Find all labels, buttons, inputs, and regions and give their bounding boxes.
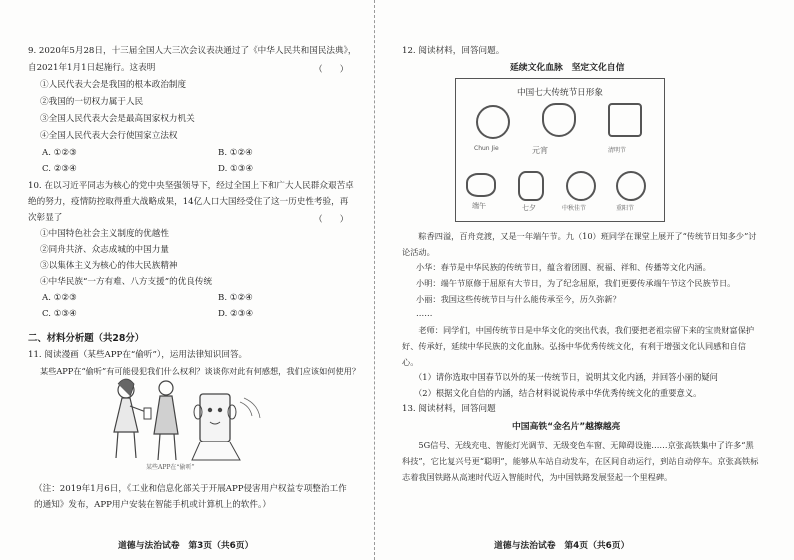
q9-item-3: ③全国人民代表大会是最高国家权力机关 (40, 114, 195, 124)
q13-paragraph: 5G信号、无线充电、智能灯光调节、无级变色车窗、无障碍设施……京张高铁集中了许多“黑科技”，它比复兴号更“聪明”，能够从车站自动发车，在区间自动运行，到站自动停车。京张高铁标志着我国铁路从高速时代迈入智能时代，为中国铁路发展竖起一个里程碑。 (402, 440, 759, 482)
mid-autumn-logo-icon (566, 171, 596, 201)
q9-item-4: ④全国人民代表大会行使国家立法权 (40, 131, 178, 141)
q13-title: 中国高铁“金名片”越擦越亮 (512, 422, 621, 432)
eavesdropping-cartoon (88, 372, 274, 468)
spring-festival-logo-icon (476, 105, 510, 139)
qixi-label: 七夕 (522, 204, 536, 212)
dragon-boat-logo-icon (466, 173, 496, 197)
q10-stem-line1: 10. 在以习近平同志为核心的党中央坚强领导下，经过全国上下和广大人民群众艰苦卓 (28, 181, 354, 191)
q9-stem-line1: 9. 2020年5月28日，十三届全国人大三次会议表决通过了《中华人民共和国民法典》， (28, 46, 357, 56)
lantern-festival-logo-icon (542, 103, 576, 137)
right-page-footer: 道德与法治试卷 第4页（共6页） (494, 541, 630, 551)
q13-stem: 13. 阅读材料，回答问题 (402, 404, 496, 414)
q12-stem: 12. 阅读材料，回答问题。 (402, 46, 505, 56)
q10-item-3: ③以集体主义为核心的伟大民族精神 (40, 261, 178, 271)
q9-option-b: B. ①②④ (218, 148, 253, 158)
qingming-label: 清明节 (608, 147, 627, 154)
right-page (402, 0, 764, 560)
dragon-boat-label: 端午 (472, 202, 486, 210)
q12-teacher: 老师：同学们，中国传统节日是中华文化的突出代表，我们要把老祖宗留下来的宝贵财富保护好、传承好，延续中华民族的文化血脉。弘扬中华优秀传统文化，有利于增强文化认同感和自信心。 (402, 325, 755, 367)
q12-xiaoli: 小丽：我国这些传统节日与什么能传承至今，历久弥新？ (416, 294, 621, 304)
q12-question-1: （1）请你选取中国春节以外的某一传统节日，说明其文化内涵，并回答小丽的疑问 (414, 372, 718, 382)
mid-autumn-label: 中秋佳节 (562, 205, 587, 212)
q10-stem-line3: 次彰显了 (28, 213, 63, 223)
q12-xiaohua: 小华：春节是中华民族的传统节日，蕴含着团圆、祝福、祥和、传播等文化内涵。 (416, 262, 711, 272)
q10-item-2: ②同舟共济、众志成城的中国力量 (40, 245, 169, 255)
cartoon-caption: 某些APP在“偷听” (146, 464, 195, 471)
festival-box-caption: 中国七大传统节日形象 (517, 88, 603, 98)
q9-item-1: ①人民代表大会是我国的根本政治制度 (40, 80, 187, 90)
q9-option-d: D. ①③④ (218, 164, 254, 174)
q10-option-d: D. ②③④ (218, 309, 254, 319)
q10-item-4: ④中华民族“一方有难、八方支援”的优良传统 (40, 277, 213, 287)
double-ninth-logo-icon (616, 171, 646, 201)
q10-item-1: ①中国特色社会主义制度的优越性 (40, 229, 169, 239)
q9-answer-paren: （ ） (314, 65, 349, 75)
lantern-festival-label: 元宵 (532, 146, 548, 155)
q9-option-a: A. ①②③ (42, 148, 77, 158)
q11-note-line1: （注：2019年1月6日，《工业和信息化部关于开展APP侵害用户权益专项整治工作 (34, 484, 347, 494)
qixi-logo-icon (518, 171, 544, 201)
q11-stem: 11. 阅读漫画（某些APP在“偷听”），运用法律知识回答。 (28, 350, 248, 360)
left-page-footer: 道德与法治试卷 第3页（共6页） (118, 541, 254, 551)
q10-option-b: B. ①②④ (218, 293, 253, 303)
festival-logo-box (455, 78, 665, 222)
spring-festival-label: Chun Jie (474, 145, 499, 152)
qingming-logo-icon (608, 103, 642, 137)
q10-option-a: A. ①②③ (42, 293, 77, 303)
q12-intro-paragraph: 粽香四溢，百舟竞渡，又是一年端午节。九（10）班同学在课堂上展开了“传统节日知多少”讨论活动。 (402, 231, 757, 257)
q11-question: 某些APP在“偷听”有可能侵犯我们什么权利？谈谈你对此有何感想，我们应该如何使用？ (40, 366, 361, 376)
q12-question-2: （2）根据文化自信的内涵，结合材料说说传承中华优秀传统文化的重要意义。 (414, 388, 702, 398)
section-2-heading: 二、材料分析题（共28分） (28, 333, 145, 344)
q9-stem-line2: 自2021年1月1日起施行。这表明 (28, 63, 156, 73)
double-ninth-label: 重阳节 (616, 205, 635, 212)
q12-ellipsis: …… (416, 308, 433, 318)
q9-option-c: C. ②③④ (42, 164, 77, 174)
q12-title: 延续文化血脉 坚定文化自信 (510, 63, 625, 73)
q10-stem-line2: 绝的努力，疫情防控取得重大战略成果，14亿人口大国经受住了这一历史性考验，再 (28, 197, 349, 207)
q12-xiaoming: 小明：端午节原修于屈原有大节日，为了纪念屈原，我们更要传承端午节这个民族节日。 (416, 278, 736, 288)
left-page (28, 0, 360, 560)
q9-item-2: ②我国的一切权力属于人民 (40, 97, 144, 107)
q10-answer-paren: （ ） (314, 215, 349, 225)
q11-note-line2: 的通知》发布，APP用户安装在智能手机或计算机上的软件。） (34, 500, 271, 510)
page-divider (374, 0, 375, 560)
q10-option-c: C. ①③④ (42, 309, 77, 319)
